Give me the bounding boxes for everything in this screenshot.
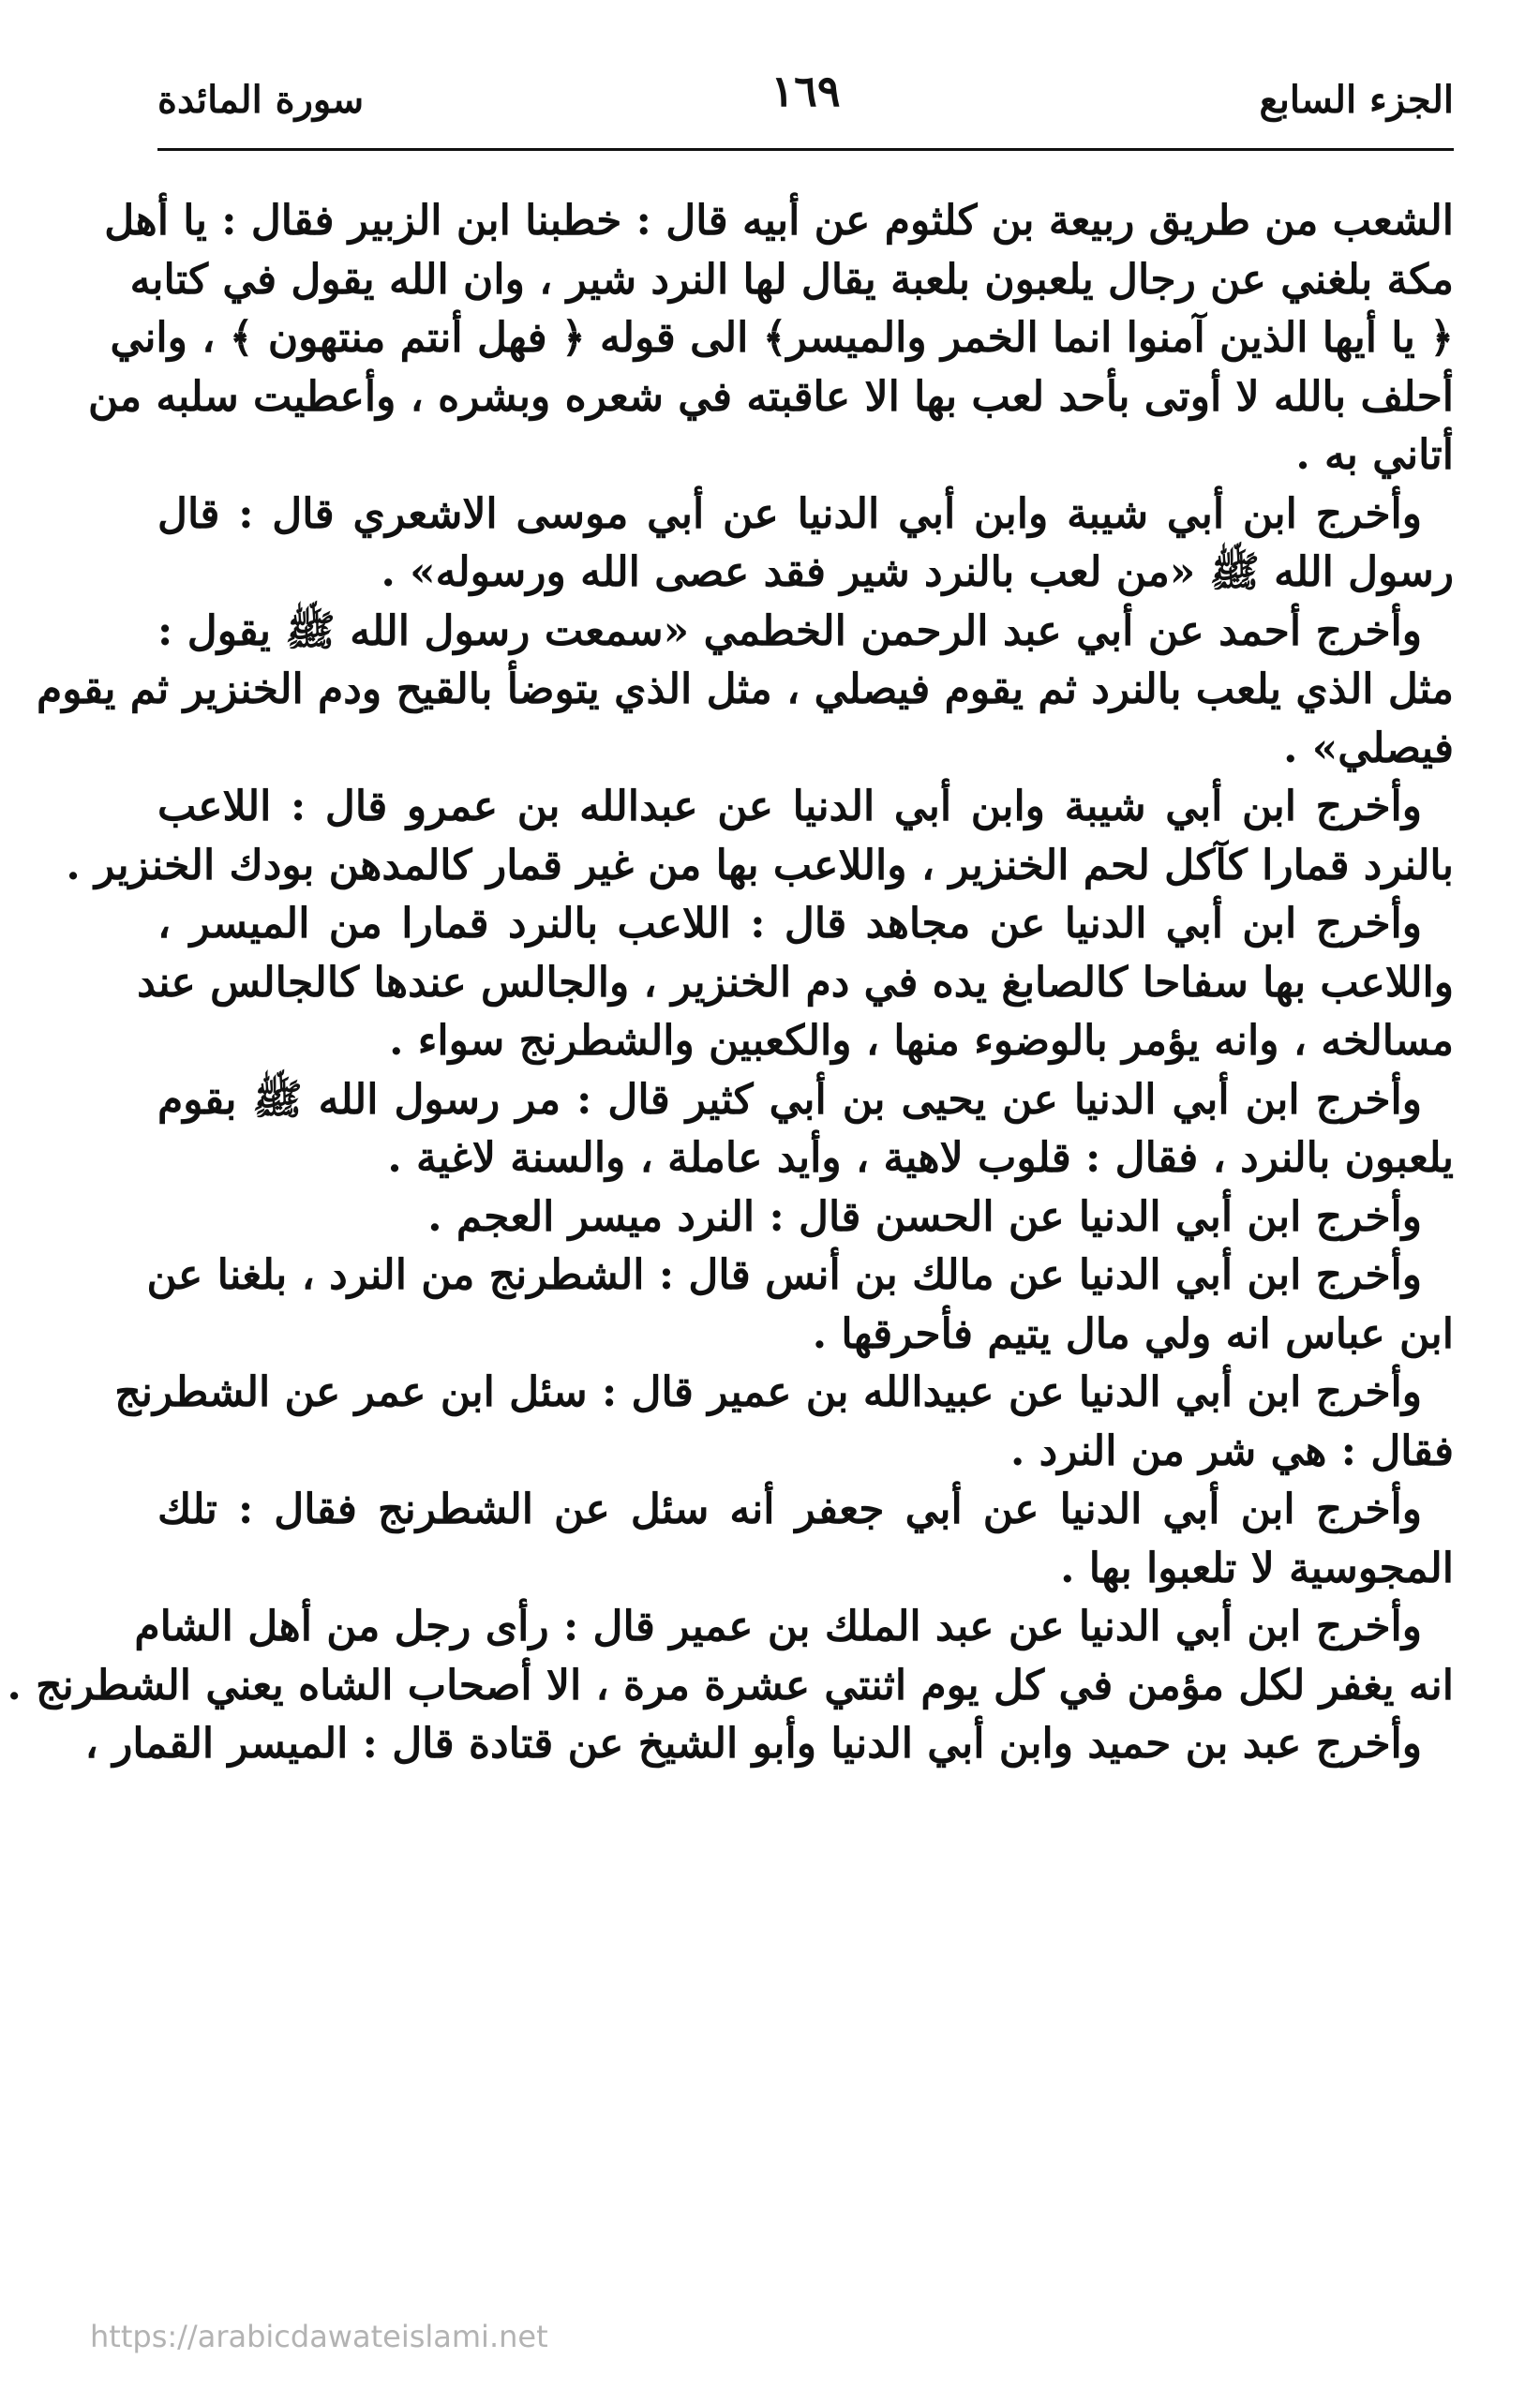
text-line: وأخرج ابن أبي شيبة وابن أبي الدنيا عن عبدالله بن عمرو قال : اللاعب [157, 783, 1422, 830]
paragraph [157, 1188, 1454, 1247]
paragraph [146, 1247, 1454, 1364]
paragraph [114, 1364, 1454, 1481]
text-line: مسالخه ، وانه يؤمر بالوضوء منها ، والكعبين والشطرنج سواء . [389, 1017, 1454, 1065]
text-line: وأخرج ابن أبي الدنيا عن الحسن قال : النرد ميسر العجم . [427, 1192, 1422, 1241]
body-text [7, 192, 1454, 1774]
text-line: انه يغفر لكل مؤمن في كل يوم اثنتي عشرة مرة ، الا أصحاب الشاه يعني الشطرنج . [7, 1661, 1454, 1710]
text-line: واللاعب بها سفاحا كالصابغ يده في دم الخنزير ، والجالس عندها كالجالس عند [137, 958, 1454, 1007]
text-line: وأخرج ابن أبي شيبة وابن أبي الدنيا عن أبي موسى الاشعري قال : قال [157, 489, 1422, 538]
text-line: وأخرج ابن أبي الدنيا عن يحيى بن أبي كثير قال : مر رسول الله ﷺ بقوم [157, 1075, 1422, 1124]
text-line: وأخرج ابن أبي الدنيا عن مجاهد قال : اللاعب بالنرد قمارا من الميسر ، [157, 900, 1422, 948]
text-line: أحلف بالله لا أوتى بأحد لعب بها الا عاقبته في شعره وبشره ، وأعطيت سلبه من [88, 372, 1454, 421]
paragraph [84, 1715, 1454, 1774]
text-line: وأخرج ابن أبي الدنيا عن عبيدالله بن عمير قال : سئل ابن عمر عن الشطرنج [114, 1368, 1422, 1416]
text-line: ابن عباس انه ولي مال يتيم فأحرقها . [812, 1309, 1454, 1358]
header-surah-label: سورة المائدة [157, 77, 365, 122]
text-line: وأخرج ابن أبي الدنيا عن عبد الملك بن عمير قال : رأى رجل من أهل الشام [134, 1603, 1422, 1650]
text-line: رسول الله ﷺ «من لعب بالنرد شير فقد عصى الله ورسوله» . [381, 548, 1454, 596]
text-line: أتاني به . [1295, 431, 1454, 479]
watermark-url: https://arabicdawateislami.net [90, 2319, 548, 2354]
paragraph [157, 485, 1454, 603]
text-line: وأخرج ابن أبي الدنيا عن مالك بن أنس قال : الشطرنج من النرد ، بلغنا عن [146, 1251, 1422, 1299]
text-line: مكة بلغني عن رجال يلعبون بلعبة يقال لها النرد شير ، وان الله يقول في كتابه [129, 255, 1454, 304]
text-line: وأخرج عبد بن حميد وابن أبي الدنيا وأبو الشيخ عن قتادة قال : الميسر القمار ، [84, 1720, 1422, 1768]
text-line: المجوسية لا تلعبوا بها . [1060, 1544, 1454, 1592]
header-rule [157, 148, 1454, 151]
running-header [157, 56, 1454, 142]
text-line: يلعبون بالنرد ، فقال : قلوب لاهية ، وأيد عاملة ، والسنة لاغية . [387, 1134, 1454, 1182]
paragraph [157, 1071, 1454, 1188]
text-line: بالنرد قمارا كآكل لحم الخنزير ، واللاعب بها من غير قمار كالمدهن بودك الخنزير . [66, 841, 1454, 889]
text-line: ﴿ يا أيها الذين آمنوا انما الخمر والميسر﴾ الى قوله ﴿ فهل أنتم منتهون ﴾ ، واني [110, 314, 1454, 362]
text-line: مثل الذي يلعب بالنرد ثم يقوم فيصلي ، مثل الذي يتوضأ بالقيح ودم الخنزير ثم يقوم [36, 665, 1454, 713]
text-line: فقال : هي شر من النرد . [1010, 1426, 1454, 1475]
text-line: وأخرج أحمد عن أبي عبد الرحمن الخطمي «سمعت رسول الله ﷺ يقول : [157, 606, 1422, 655]
paragraph [137, 895, 1454, 1071]
paragraph [7, 1598, 1454, 1715]
text-line: فيصلي» . [1283, 724, 1454, 772]
text-line: وأخرج ابن أبي الدنيا عن أبي جعفر أنه سئل عن الشطرنج فقال : تلك [157, 1486, 1422, 1533]
paragraph [88, 192, 1454, 485]
text-line: الشعب من طريق ربيعة بن كلثوم عن أبيه قال : خطبنا ابن الزبير فقال : يا أهل [104, 197, 1454, 245]
page-number: ١٦٩ [770, 66, 841, 116]
paragraph [157, 1481, 1454, 1598]
header-part-label: الجزء السابع [1259, 77, 1454, 122]
paragraph [66, 778, 1454, 895]
paragraph [36, 603, 1454, 779]
